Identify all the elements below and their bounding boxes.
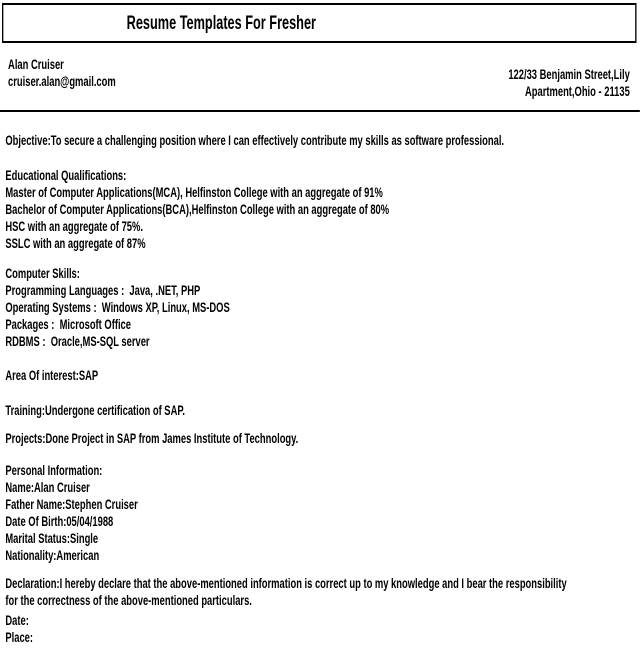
personal-information-section xyxy=(5,462,633,564)
skills-line: RDBMS : Oracle,MS-SQL server xyxy=(5,333,150,349)
place-line: Place: xyxy=(5,629,33,645)
skills-line: Packages : Microsoft Office xyxy=(5,316,131,332)
skills-line: Operating Systems : Windows XP, Linux, MS-DOS xyxy=(5,299,230,315)
education-line: HSC with an aggregate of 75%. xyxy=(5,218,143,234)
skills-heading: Computer Skills: xyxy=(5,265,80,281)
title-box xyxy=(2,3,636,43)
page-title: Resume Templates For Fresher xyxy=(126,12,316,34)
personal-line: Marital Status:Single xyxy=(5,530,99,546)
contact-name: Alan Cruiser xyxy=(8,56,64,72)
education-section xyxy=(5,167,633,252)
projects-line: Projects:Done Project in SAP from James Institute of Technology. xyxy=(5,430,299,446)
resume-content-wrapper xyxy=(0,3,640,667)
contact-address xyxy=(508,66,629,110)
education-heading: Educational Qualifications: xyxy=(5,167,127,183)
personal-line: Father Name:Stephen Cruiser xyxy=(5,496,138,512)
objective-line: Objective:To secure a challenging position where I can effectively contribute my skills as software professional. xyxy=(5,132,505,148)
area-of-interest-line: Area Of interest:SAP xyxy=(5,367,99,383)
personal-line: Date Of Birth:05/04/1988 xyxy=(5,513,114,529)
education-line: SSLC with an aggregate of 87% xyxy=(5,235,146,251)
date-line: Date: xyxy=(5,612,29,628)
address-line-2: Apartment,Ohio - 21135 xyxy=(525,83,630,99)
contact-identity xyxy=(8,56,116,110)
personal-heading: Personal Information: xyxy=(5,462,103,478)
resume-body xyxy=(0,112,640,646)
training-line: Training:Undergone certification of SAP. xyxy=(5,402,185,418)
education-line: Master of Computer Applications(MCA), Helfinston College with an aggregate of 91% xyxy=(5,184,383,200)
address-line-1: 122/33 Benjamin Street,Lily xyxy=(508,66,630,82)
contact-header xyxy=(0,43,640,112)
computer-skills-section xyxy=(5,265,633,350)
personal-line: Name:Alan Cruiser xyxy=(5,479,90,495)
personal-line: Nationality:American xyxy=(5,547,100,563)
skills-line: Programming Languages : Java, .NET, PHP xyxy=(5,282,201,298)
declaration-paragraph: Declaration:I hereby declare that the above-mentioned information is correct up to my knowledge and I bear the responsibility for the correctness of the above-mentioned particulars. xyxy=(5,575,570,608)
education-line: Bachelor of Computer Applications(BCA),Helfinston College with an aggregate of 80% xyxy=(5,201,390,217)
contact-email: cruiser.alan@gmail.com xyxy=(8,73,116,89)
